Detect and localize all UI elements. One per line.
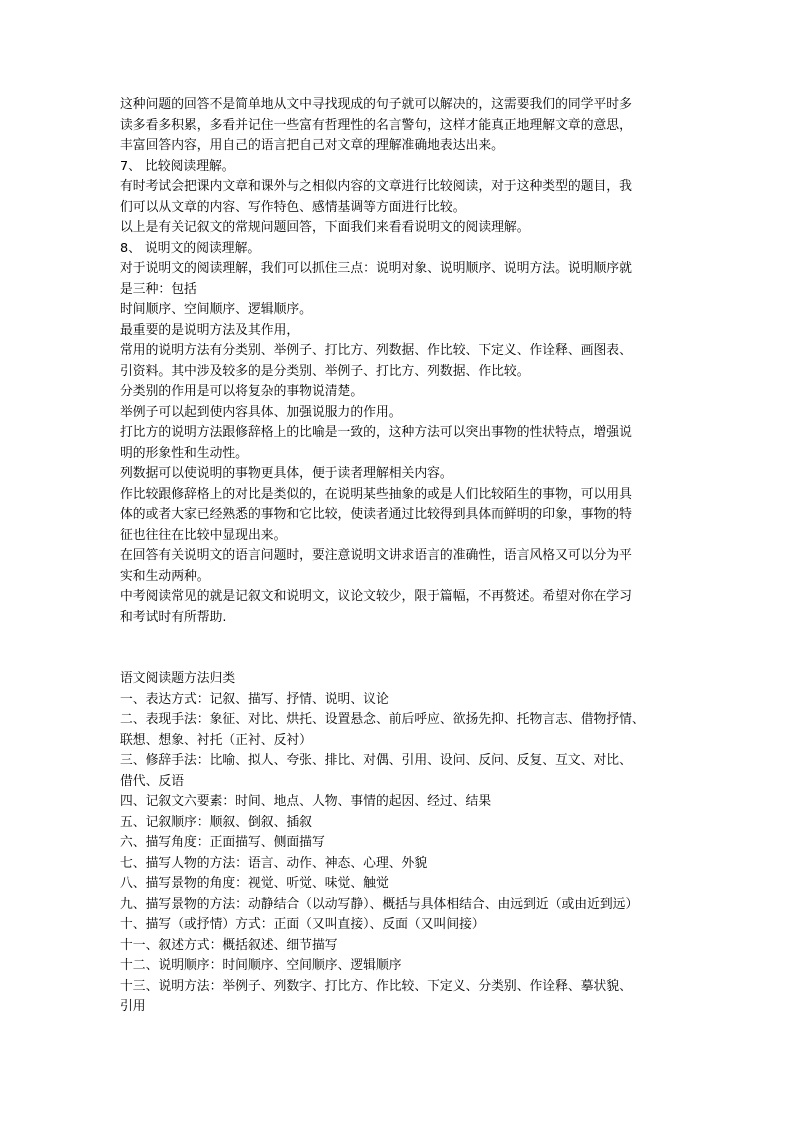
list-item: 联想、想象、衬托（正衬、反衬） <box>120 732 312 748</box>
text-line: 们可以从文章的内容、写作特色、感情基调等方面进行比较。 <box>120 199 466 215</box>
text-line: 最重要的是说明方法及其作用， <box>120 322 300 338</box>
list-item: 借代、反语 <box>120 773 184 789</box>
text-line: 对于说明文的阅读理解，我们可以抓住三点：说明对象、说明顺序、说明方法。说明顺序就 <box>120 261 632 276</box>
text-line: 体的或者大家已经熟悉的事物和它比较，使读者通过比较得到具体而鲜明的印象，事物的特 <box>120 507 632 522</box>
text-line: 和考试时有所帮助. <box>120 609 227 625</box>
text-line: 常用的说明方法有分类别、举例子、打比方、列数据、作比较、下定义、作诠释、画图表、 <box>120 343 632 358</box>
list-item: 一、表达方式：记叙、描写、抒情、说明、议论 <box>120 691 389 707</box>
text-line: 是三种：包括 <box>120 281 197 297</box>
text-line: 读多看多积累，多看并记住一些富有哲理性的名言警句，这样才能真正地理解文章的意思， <box>120 117 632 133</box>
text-line: 列数据可以使说明的事物更具体，便于读者理解相关内容。 <box>120 466 453 481</box>
document-page <box>120 95 682 1018</box>
list-item: 十二、说明顺序：时间顺序、空间顺序、逻辑顺序 <box>120 958 402 973</box>
list-item: 十三、说明方法：举例子、列数字、打比方、作比较、下定义、分类别、作诠释、摹状貌、 <box>120 978 632 994</box>
text-line: 中考阅读常见的就是记叙文和说明文，议论文较少，限于篇幅，不再赘述。希望对你在学习 <box>120 589 632 604</box>
paragraph-spacer <box>120 628 682 649</box>
method-classification-section <box>120 669 682 1018</box>
list-item: 引用 <box>120 999 146 1014</box>
list-item: 七、描写人物的方法：语言、动作、神态、心理、外貌 <box>120 855 428 871</box>
section-title: 语文阅读题方法归类 <box>120 671 236 686</box>
text-line: 明的形象性和生动性。 <box>120 445 248 461</box>
list-item: 八、描写景物的角度：视觉、听觉、味觉、触觉 <box>120 876 389 891</box>
text-line: 打比方的说明方法跟修辞格上的比喻是一致的，这种方法可以突出事物的性状特点，增强说 <box>120 425 632 440</box>
section-heading-7: 7、 比较阅读理解。 <box>120 158 235 174</box>
text-line: 征也往往在比较中显现出来。 <box>120 527 287 543</box>
list-item: 四、记叙文六要素：时间、地点、人物、事情的起因、经过、结果 <box>120 794 492 809</box>
section-heading-8: 8、 说明文的阅读理解。 <box>120 240 261 256</box>
text-line: 作比较跟修辞格上的对比是类似的，在说明某些抽象的或是人们比较陌生的事物，可以用具 <box>120 486 632 502</box>
list-item: 十、描写（或抒情）方式：正面（又叫直接）、反面（又叫间接） <box>120 917 485 932</box>
text-line: 以上是有关记叙文的常规问题回答，下面我们来看看说明文的阅读理解。 <box>120 220 530 235</box>
text-line: 有时考试会把课内文章和课外与之相似内容的文章进行比较阅读，对于这种类型的题目，我 <box>120 179 632 194</box>
list-item: 二、表现手法：象征、对比、烘托、设置悬念、前后呼应、欲扬先抑、托物言志、借物抒情、 <box>120 712 645 727</box>
text-line: 引资料。其中涉及较多的是分类别、举例子、打比方、列数据、作比较。 <box>120 363 530 379</box>
reading-guide-section <box>120 95 682 628</box>
text-line: 举例子可以起到使内容具体、加强说服力的作用。 <box>120 404 402 420</box>
text-line: 在回答有关说明文的语言问题时，要注意说明文讲求语言的准确性，语言风格又可以分为平 <box>120 548 632 563</box>
list-item: 十一、叙述方式：概括叙述、细节描写 <box>120 937 338 953</box>
paragraph-spacer <box>120 649 682 670</box>
list-item: 五、记叙顺序：顺叙、倒叙、插叙 <box>120 814 312 830</box>
list-item: 九、描写景物的方法：动静结合（以动写静）、概括与具体相结合、由远到近（或由近到远） <box>120 896 639 912</box>
text-line: 丰富回答内容，用自己的语言把自己对文章的理解准确地表达出来。 <box>120 138 504 153</box>
text-line: 时间顺序、空间顺序、逻辑顺序。 <box>120 302 312 317</box>
list-item: 六、描写角度：正面描写、侧面描写 <box>120 835 325 850</box>
text-line: 分类别的作用是可以将复杂的事物说清楚。 <box>120 384 364 399</box>
text-line: 实和生动两种。 <box>120 568 210 584</box>
text-line: 这种问题的回答不是简单地从文中寻找现成的句子就可以解决的，这需要我们的同学平时多 <box>120 97 632 112</box>
list-item: 三、修辞手法：比喻、拟人、夸张、排比、对偶、引用、设问、反问、反复、互文、对比、 <box>120 753 632 768</box>
